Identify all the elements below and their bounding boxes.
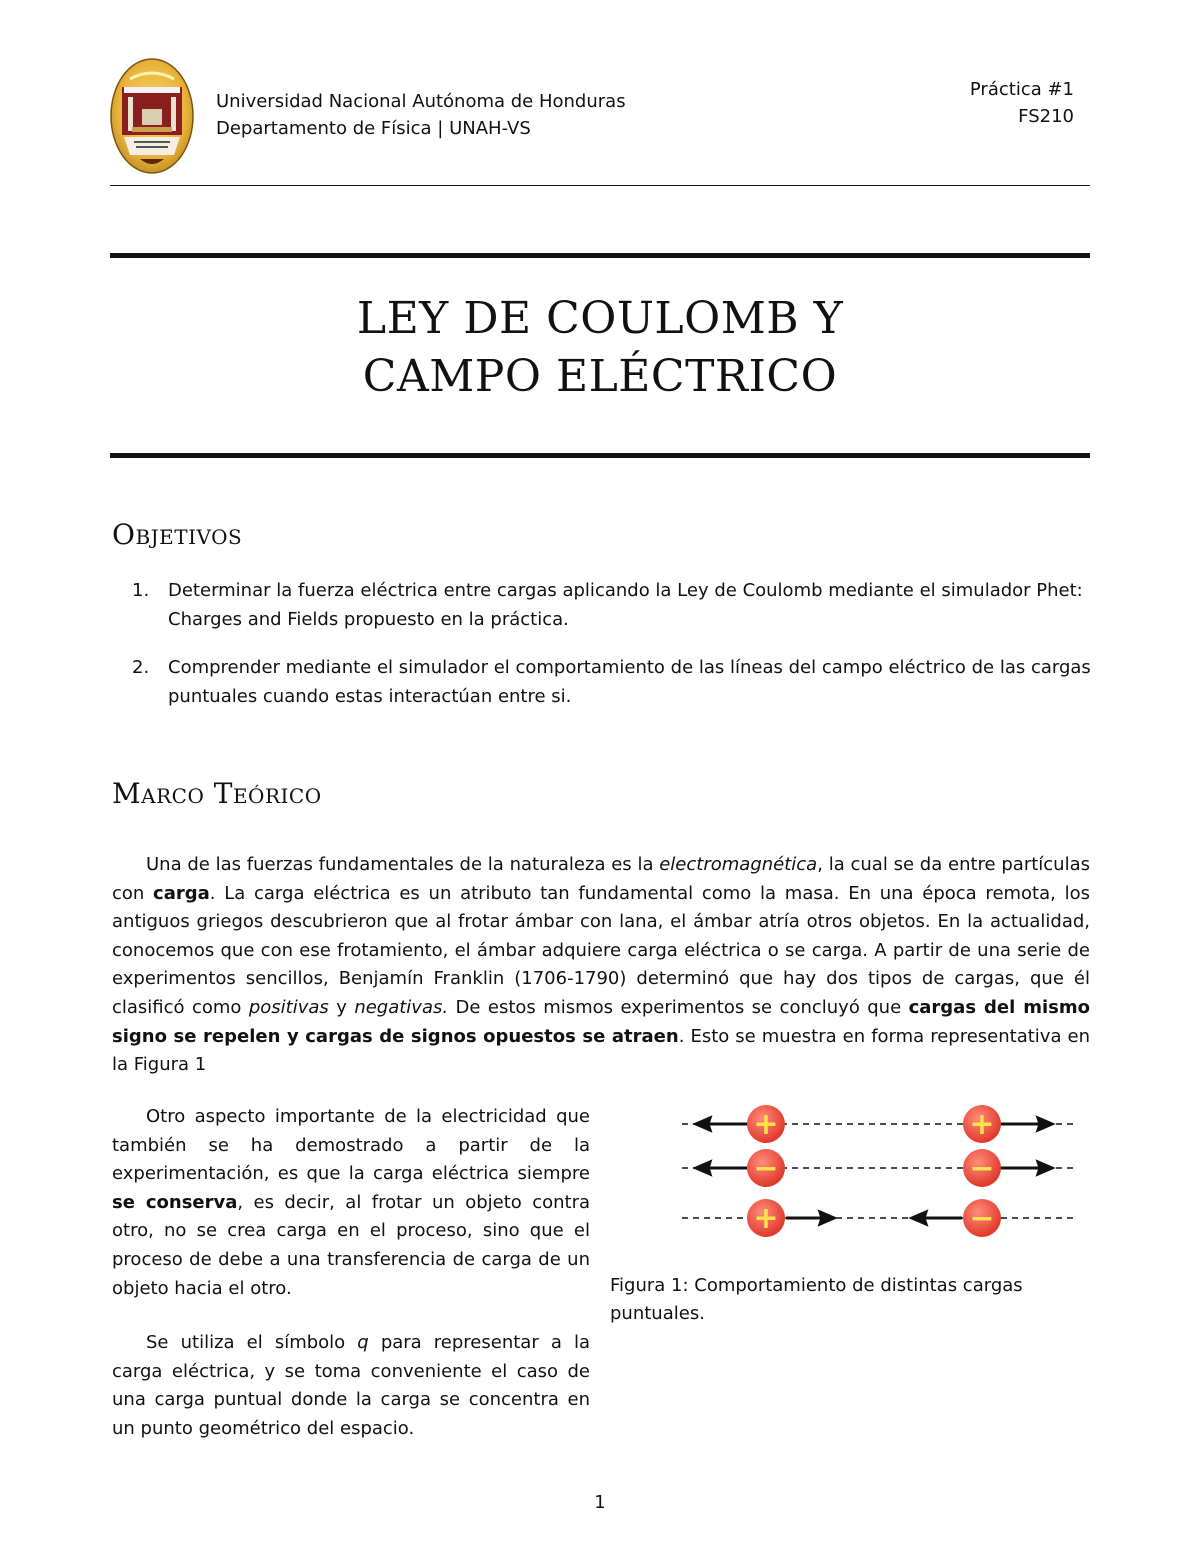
list-item — [112, 653, 1092, 711]
objetivos-list — [112, 576, 1092, 730]
negative-charge: − — [969, 1201, 995, 1236]
page-number: 1 — [594, 1492, 606, 1513]
positive-charge: + — [753, 1107, 779, 1142]
university-seal — [110, 57, 194, 175]
university-name: Universidad Nacional Autónoma de Honduras — [216, 91, 626, 112]
paragraph-intro — [112, 851, 1090, 1080]
page-title — [110, 290, 1090, 406]
strong: se conserva — [112, 1191, 238, 1213]
emphasis: negativas. — [354, 996, 449, 1018]
emphasis: electromagnética — [659, 854, 818, 875]
practice-number: Práctica #1 — [969, 79, 1074, 100]
list-item-number: 1. — [132, 580, 150, 601]
title-rule-top — [110, 253, 1090, 258]
figure-caption: Figura 1: Comportamiento de distintas cargas puntuales. — [610, 1275, 1023, 1324]
positive-charge: + — [753, 1201, 779, 1236]
text-run: Una de las fuerzas fundamentales de la naturaleza es la — [146, 854, 660, 875]
title-line-1: LEY DE COULOMB Y — [356, 293, 844, 344]
text-run: para representar a la carga eléctrica, y se toma conveniente el caso de una carga puntual donde la carga se concentra en un punto geométrico del espacio. — [112, 1332, 590, 1439]
emphasis: positivas — [248, 996, 329, 1018]
course-code: FS210 — [1018, 106, 1074, 127]
strong: cargas del mismo signo se repelen y cargas de signos opuestos se atraen — [112, 996, 1090, 1047]
strong: carga — [153, 882, 210, 904]
department-name: Departamento de Física | UNAH-VS — [216, 118, 531, 139]
negative-charge: − — [969, 1151, 995, 1186]
header-divider — [110, 185, 1090, 186]
marco-teorico-heading: Marco Teórico — [112, 777, 322, 810]
text-run: Se utiliza el símbolo — [146, 1332, 358, 1353]
text-run: . La carga eléctrica es un atributo tan fundamental como la masa. En una época remota, los antiguos griegos descubrieron que al frotar ámbar con lana, el ámbar atría otros objetos. En la actualidad, conocemos que con ese frotamiento, el ámbar adquiere carga eléctrica o se carga. A partir de una serie de experimentos sencillos, Benjamín Franklin (1706-1790) determinó que hay dos tipos de cargas, que él clasificó como — [112, 882, 1090, 1018]
header-practice — [940, 76, 1074, 130]
list-item-text: Comprender mediante el simulador el comportamiento de las líneas del campo eléctrico de las cargas puntuales cuando estas interactúan entre si. — [168, 657, 1091, 707]
title-rule-bottom — [110, 453, 1090, 458]
list-item — [112, 576, 1092, 634]
paragraph-conservation — [112, 1103, 590, 1303]
list-item-text: Determinar la fuerza eléctrica entre cargas aplicando la Ley de Coulomb mediante el simulador Phet: Charges and Fields propuesto en la práctica. — [168, 580, 1083, 630]
text-run: Otro aspecto importante de la electricidad que también se ha demostrado a partir de la experimentación, es que la carga eléctrica siempre — [112, 1106, 590, 1185]
text-run: , es decir, al frotar un objeto contra otro, no se crea carga en el proceso, sino que el proceso de debe a una transferencia de carga de un objeto hacia el otro. — [112, 1191, 591, 1299]
objetivos-heading: Objetivos — [112, 518, 243, 551]
figure-charges — [678, 1100, 1078, 1240]
text-run: . Esto se muestra en forma representativa en la Figura 1 — [112, 1025, 1090, 1076]
positive-charge: + — [969, 1107, 995, 1142]
emphasis: q — [357, 1332, 369, 1353]
paragraph-point-charge — [112, 1329, 590, 1443]
text-run: De estos mismos experimentos se concluyó que — [448, 996, 909, 1018]
header-institution — [216, 88, 626, 142]
title-line-2: CAMPO ELÉCTRICO — [362, 351, 838, 402]
text-run: , la cual se da entre partículas con — [112, 854, 1090, 904]
negative-charge: − — [753, 1151, 779, 1186]
list-item-number: 2. — [132, 657, 150, 678]
text-run: y — [328, 996, 355, 1018]
